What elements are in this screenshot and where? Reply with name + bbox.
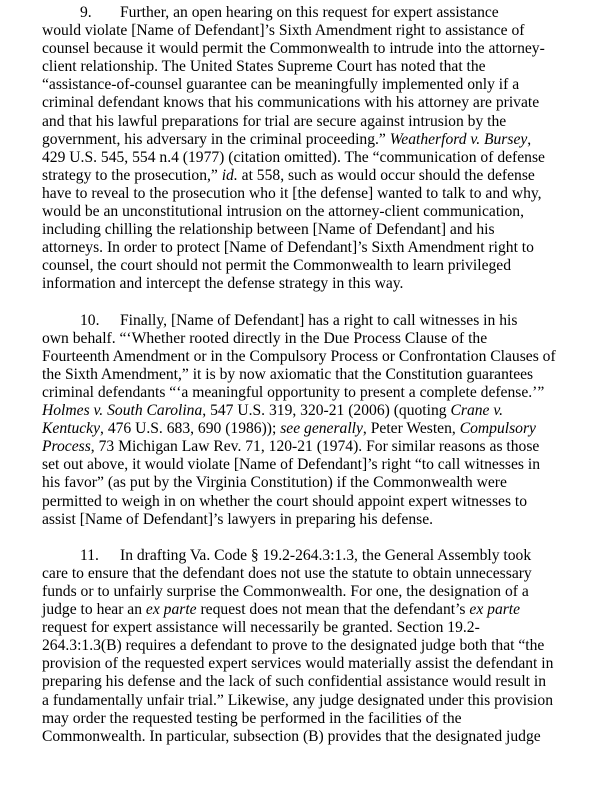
text-line	[42, 619, 572, 637]
text-segment: Finally, [Name of Defendant] has a right to call witnesses in his	[120, 311, 518, 329]
text-segment: his favor” (as put by the Virginia Constitution) if the Commonwealth were	[42, 474, 507, 492]
citation-italic: Crane v.	[450, 402, 504, 420]
text-line	[42, 131, 572, 149]
text-line	[42, 185, 572, 203]
text-segment: counsel, the court should not permit the Commonwealth to learn privileged	[42, 257, 512, 275]
text-segment: set out above, it would violate [Name of Defendant]’s right “to call witnesses in	[42, 456, 541, 474]
text-line	[42, 94, 572, 112]
text-line	[42, 203, 572, 221]
text-segment: information and intercept the defense strategy in this way.	[42, 275, 404, 293]
text-segment: client relationship. The United States Supreme Court has noted that the	[42, 58, 486, 76]
text-segment: judge to hear an	[42, 601, 146, 619]
text-line	[42, 384, 572, 402]
text-segment: 264.3:1.3(B) requires a defendant to prove to the designated judge both that “the	[42, 637, 545, 655]
citation-italic: ex parte	[469, 601, 521, 619]
citation-italic: id.	[221, 166, 238, 184]
text-segment: , 73 Michigan Law Rev. 71, 120-21 (1974). For similar reasons as those	[90, 438, 540, 456]
paragraph-number: 10.	[80, 311, 100, 329]
text-segment: own behalf. “‘Whether rooted directly in the Due Process Clause of the	[42, 329, 488, 347]
text-segment: request for expert assistance will necessarily be granted. Section 19.2-	[42, 619, 480, 637]
text-line	[42, 167, 572, 185]
text-segment: would be an unconstitutional intrusion on the attorney-client communication,	[42, 203, 525, 221]
citation-italic: Weatherford v. Bursey	[389, 130, 528, 148]
text-segment: criminal defendants “‘a meaningful opportunity to present a complete defense.’”	[42, 383, 545, 401]
text-segment: , Peter Westen,	[362, 420, 460, 438]
text-segment: have to reveal to the prosecution who it [the defense] wanted to talk to and why,	[42, 184, 542, 202]
text-line	[42, 113, 572, 131]
text-line	[42, 511, 572, 529]
text-line	[42, 565, 572, 583]
text-segment: a fundamentally unfair trial.” Likewise, any judge designated under this provision	[42, 691, 553, 709]
text-segment: would violate [Name of Defendant]’s Sixth Amendment right to assistance of	[42, 22, 525, 40]
text-line	[42, 673, 572, 691]
text-segment: assist [Name of Defendant]’s lawyers in preparing his defense.	[42, 510, 434, 528]
text-line	[42, 692, 572, 710]
text-line	[42, 583, 572, 601]
text-segment: counsel because it would permit the Commonwealth to intrude into the attorney-	[42, 40, 545, 58]
text-line	[42, 420, 572, 438]
paragraph-number: 11.	[80, 546, 99, 564]
text-line	[42, 58, 572, 76]
text-line	[42, 438, 572, 456]
text-line	[42, 312, 572, 330]
paragraph-10	[42, 312, 572, 529]
text-segment: including chilling the relationship between [Name of Defendant] and his	[42, 221, 495, 239]
citation-italic: ex parte	[145, 601, 197, 619]
text-line	[42, 655, 572, 673]
citation-italic: Holmes v. South Carolina	[42, 402, 203, 420]
text-segment: Commonwealth. In particular, subsection (B) provides that the designated judge	[42, 727, 541, 745]
text-segment: permitted to weigh in on whether the court should appoint expert witnesses to	[42, 492, 528, 510]
text-segment: the Sixth Amendment,” it is by now axiomatic that the Constitution guarantees	[42, 365, 534, 383]
text-line	[42, 456, 572, 474]
text-segment: preparing his defense and the lack of such confidential assistance would result in	[42, 673, 547, 691]
text-segment: criminal defendant knows that his communications with his attorney are private	[42, 94, 540, 112]
text-segment: “assistance-of-counsel guarantee can be meaningfully implemented only if a	[42, 76, 520, 94]
text-line	[42, 239, 572, 257]
text-segment: ,	[527, 130, 532, 148]
citation-italic: Process	[42, 438, 91, 456]
text-line	[42, 275, 572, 293]
text-line	[42, 40, 572, 58]
text-line	[42, 221, 572, 239]
text-segment: Fourteenth Amendment or in the Compulsory Process or Confrontation Clauses of	[42, 347, 556, 365]
text-segment: In drafting Va. Code § 19.2-264.3:1.3, the General Assembly took	[120, 546, 532, 564]
text-line	[42, 257, 572, 275]
text-segment: and that his lawful preparations for trial are secure against intrusion by the	[42, 112, 507, 130]
text-line	[42, 728, 572, 746]
citation-italic: Compulsory	[459, 420, 536, 438]
text-segment: 429 U.S. 545, 554 n.4 (1977) (citation omitted). The “communication of defense	[42, 148, 545, 166]
text-segment: care to ensure that the defendant does not use the statute to obtain unnecessary	[42, 564, 532, 582]
text-segment: funds or to unfairly surprise the Commonwealth. For one, the designation of a	[42, 583, 529, 600]
text-segment: may order the requested testing be performed in the facilities of the	[42, 709, 462, 727]
text-line	[42, 402, 572, 420]
text-line	[42, 76, 572, 94]
text-line	[42, 710, 572, 728]
text-segment: Further, an open hearing on this request for expert assistance	[120, 4, 499, 21]
text-line	[42, 637, 572, 655]
paragraph-11	[42, 547, 572, 746]
text-segment: strategy to the prosecution,”	[42, 166, 222, 184]
text-line	[42, 547, 572, 565]
text-line	[42, 366, 572, 384]
text-segment: , 476 U.S. 683, 690 (1986));	[100, 420, 281, 438]
text-segment: , 547 U.S. 319, 320-21 (2006) (quoting	[202, 402, 451, 420]
text-line	[42, 348, 572, 366]
text-segment: request does not mean that the defendant’s	[196, 601, 470, 619]
text-segment: at 558, such as would occur should the defense	[237, 166, 535, 184]
text-segment: provision of the requested expert services would materially assist the defendant in	[42, 655, 554, 673]
text-line	[42, 601, 572, 619]
text-segment: attorneys. In order to protect [Name of Defendant]’s Sixth Amendment right to	[42, 239, 534, 257]
text-line	[42, 493, 572, 511]
text-line	[42, 474, 572, 492]
paragraph-9	[42, 4, 572, 294]
text-segment: government, his adversary in the criminal proceeding.”	[42, 130, 390, 148]
text-line	[42, 149, 572, 167]
text-line	[42, 22, 572, 40]
text-line	[42, 4, 572, 22]
document-page	[42, 4, 572, 746]
citation-italic: Kentucky	[42, 420, 101, 438]
citation-italic: see generally	[280, 420, 363, 438]
text-line	[42, 330, 572, 348]
paragraph-number: 9.	[80, 4, 92, 21]
